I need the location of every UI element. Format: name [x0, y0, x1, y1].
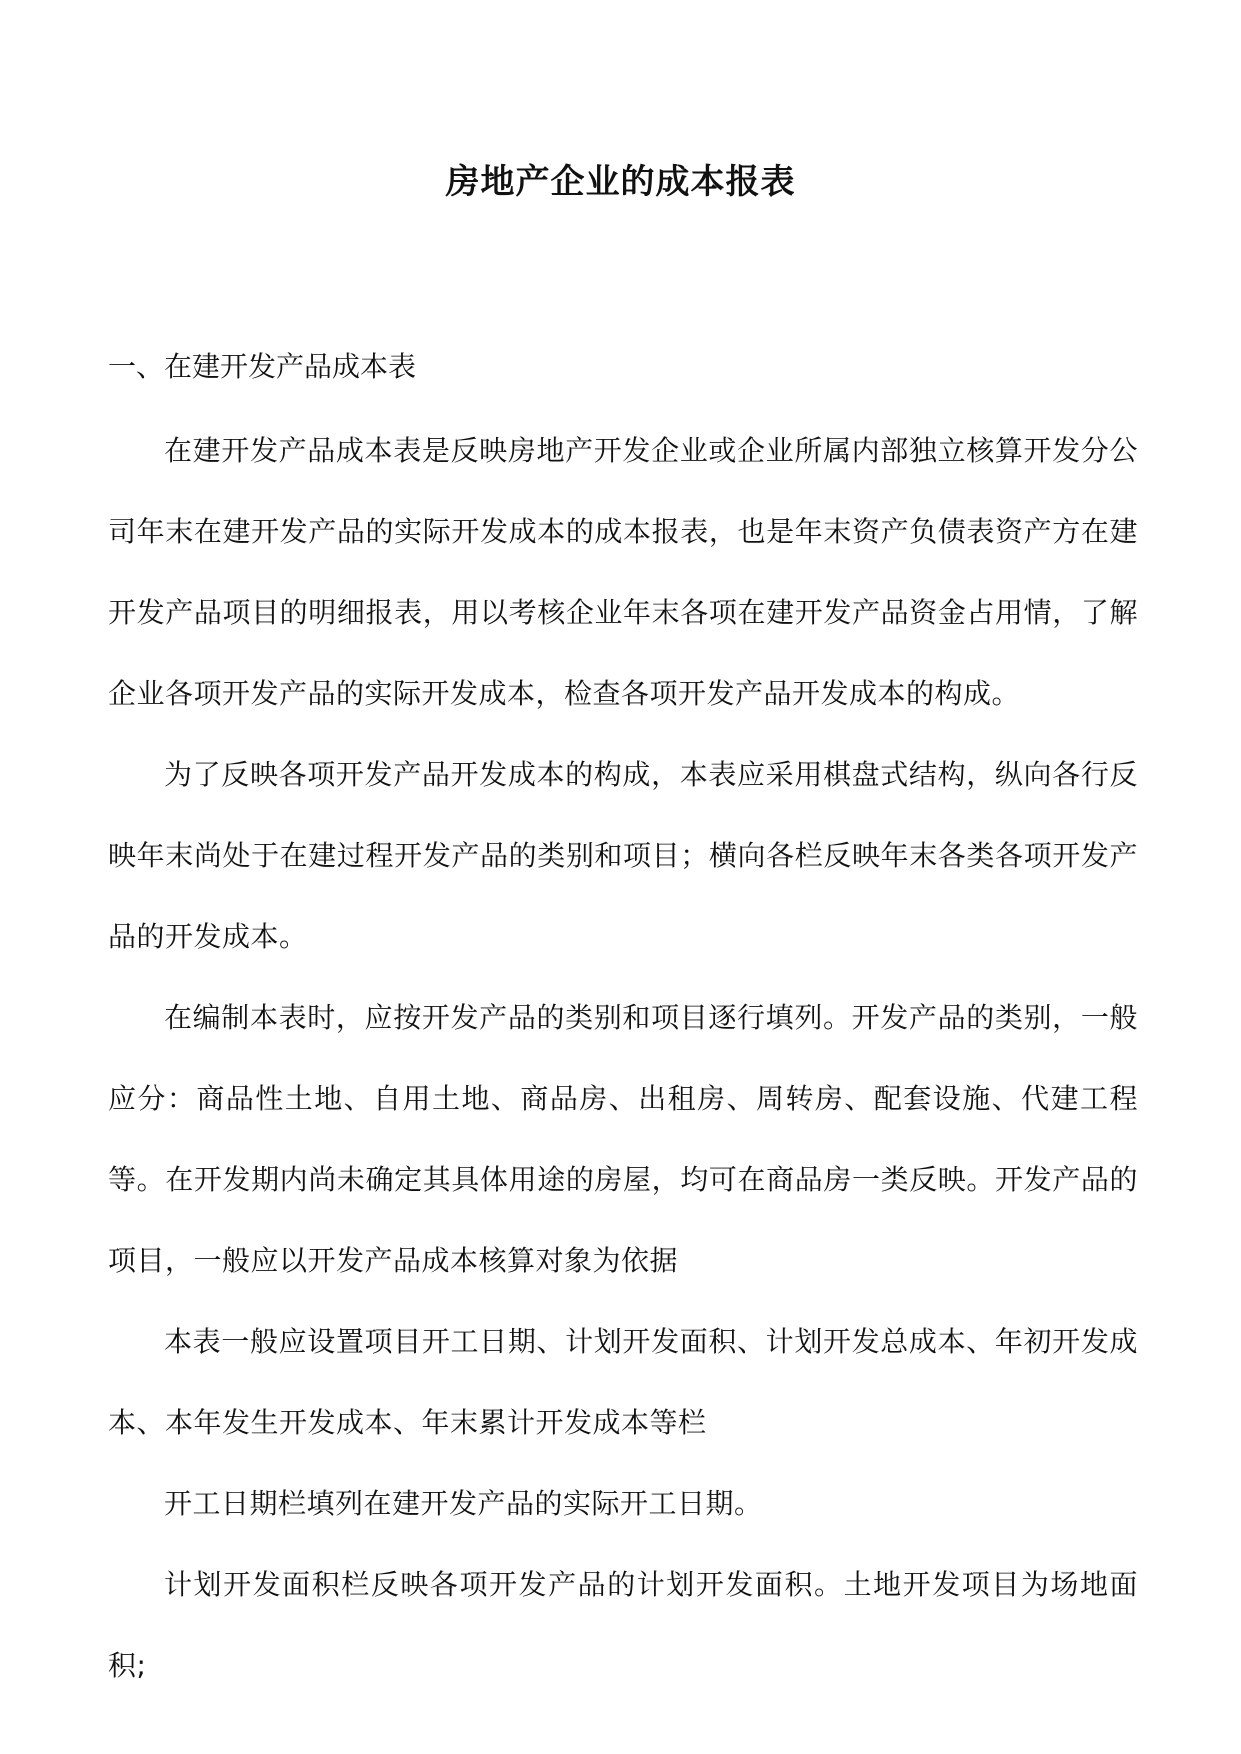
- paragraph-5: 开工日期栏填列在建开发产品的实际开工日期。: [164, 1487, 763, 1520]
- section-heading: 一、在建开发产品成本表: [108, 350, 417, 383]
- paragraph-4: 本表一般应设置项目开工日期、计划开发面积、计划开发总成本、年初开发成本、本年发生开发成本、年末累计开发成本等栏: [108, 1325, 1138, 1439]
- paragraph-6: 计划开发面积栏反映各项开发产品的计划开发面积。土地开发项目为场地面积;: [108, 1568, 1138, 1682]
- document-title: 房地产企业的成本报表: [445, 162, 796, 202]
- paragraph-3: 在编制本表时，应按开发产品的类别和项目逐行填列。开发产品的类别，一般应分：商品性土地、自用土地、商品房、出租房、周转房、配套设施、代建工程等。在开发期内尚未确定其具体用途的房屋，均可在商品房一类反映。开发产品的项目，一般应以开发产品成本核算对象为依据: [108, 1001, 1138, 1277]
- document-body: [108, 345, 1138, 1706]
- paragraph-1: 在建开发产品成本表是反映房地产开发企业或企业所属内部独立核算开发分公司年末在建开发产品的实际开发成本的成本报表，也是年末资产负债表资产方在建开发产品项目的明细报表，用以考核企业年末各项在建开发产品资金占用情，了解企业各项开发产品的实际开发成本，检查各项开发产品开发成本的构成。: [108, 434, 1138, 710]
- paragraph-2: 为了反映各项开发产品开发成本的构成，本表应采用棋盘式结构，纵向各行反映年末尚处于在建过程开发产品的类别和项目；横向各栏反映年末各类各项开发产品的开发成本。: [108, 758, 1138, 953]
